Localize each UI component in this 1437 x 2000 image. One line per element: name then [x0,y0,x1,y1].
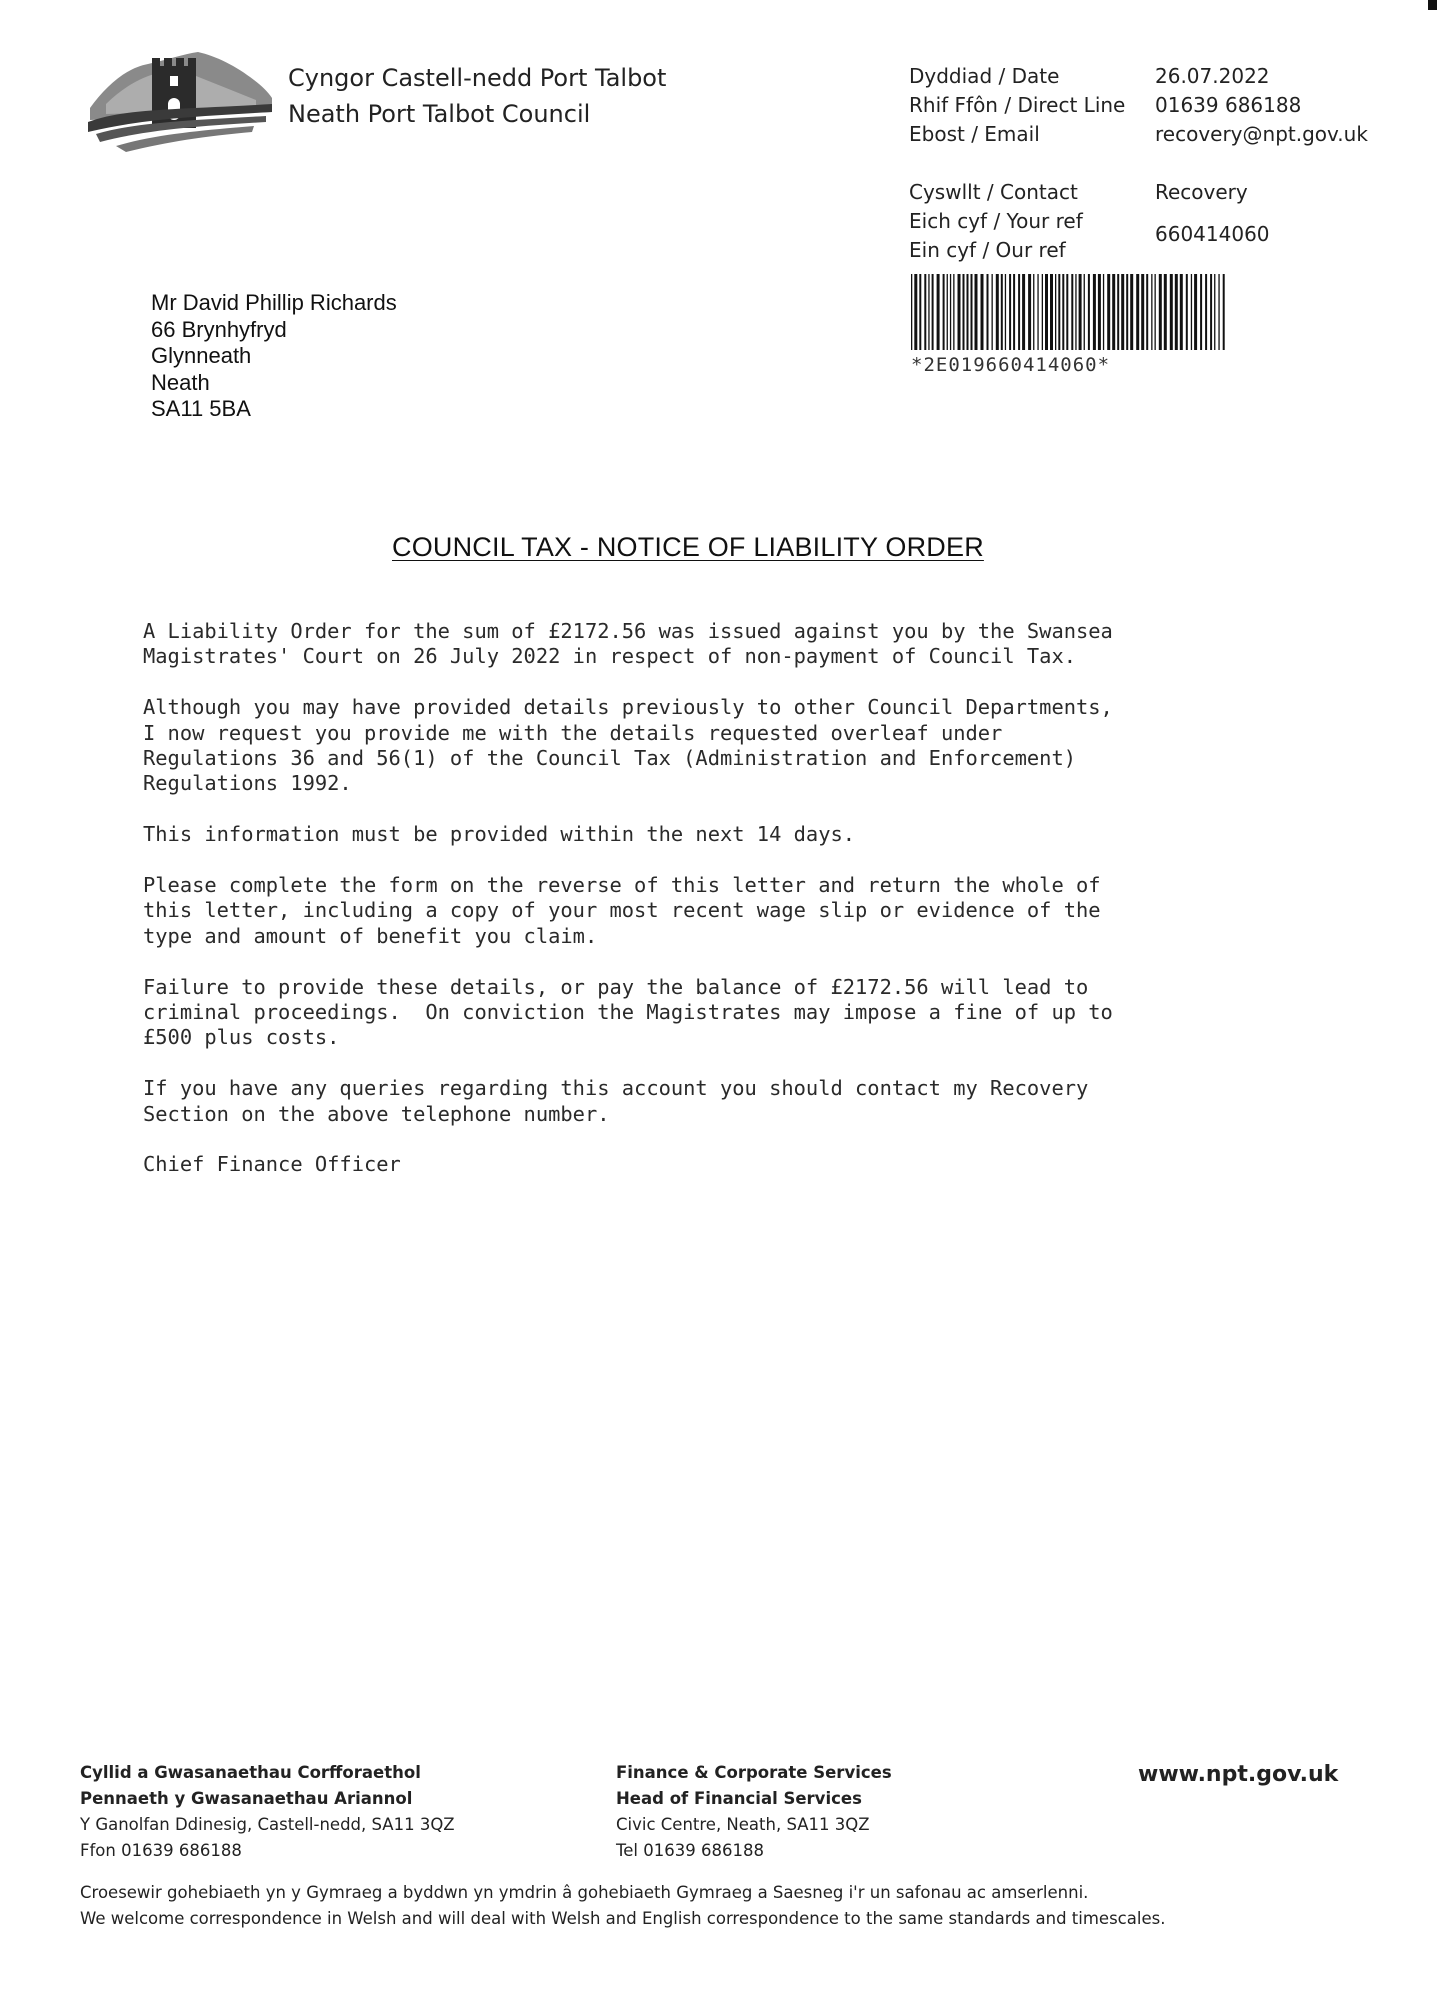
footer-welsh-phone: Ffon 01639 686188 [80,1841,242,1860]
recipient-address [151,290,397,423]
org-name-english: Neath Port Talbot Council [288,100,591,128]
contact-label: Cyswllt / Contact [909,180,1078,204]
footer-english-head: Head of Financial Services [616,1789,862,1808]
footer-welsh-head: Pennaeth y Gwasanaethau Ariannol [80,1789,413,1808]
email-value: recovery@npt.gov.uk [1155,122,1368,146]
address-name: Mr David Phillip Richards [151,290,397,315]
body-paragraph-liability: A Liability Order for the sum of £2172.56 was issued against you by the Swansea Magistrates' Court on 26 July 2022 in respect of non-payment of Council Tax. [143,619,1113,669]
address-city: Neath [151,369,210,395]
body-paragraph-queries: If you have any queries regarding this account you should contact my Recovery Section on the above telephone number. [143,1076,1089,1126]
phone-value: 01639 686188 [1155,93,1302,117]
footer-english-dept: Finance & Corporate Services [616,1763,892,1782]
scan-edge-mark [1428,0,1437,10]
footer-english-address: Civic Centre, Neath, SA11 3QZ [616,1815,870,1834]
footer-welsh-dept: Cyllid a Gwasanaethau Corfforaethol [80,1763,421,1782]
footer-welsh [80,1760,455,1864]
footer-welsh-address: Y Ganolfan Ddinesig, Castell-nedd, SA11 3QZ [80,1815,455,1834]
body-paragraph-instructions: Please complete the form on the reverse of this letter and return the whole of this letter, including a copy of your most recent wage slip or evidence of the type and amount of benefit you claim. [143,873,1101,948]
contact-value: Recovery [1155,180,1248,204]
body-paragraph-deadline: This information must be provided within the next 14 days. [143,822,856,847]
your-ref-label: Eich cyf / Your ref [909,209,1083,233]
date-value: 26.07.2022 [1155,64,1270,88]
footer-english [616,1760,892,1864]
our-ref-label: Ein cyf / Our ref [909,238,1066,262]
language-statement-english: We welcome correspondence in Welsh and will deal with Welsh and English correspondence to the same standards and timescales. [80,1909,1166,1928]
barcode [909,274,1227,350]
date-label: Dyddiad / Date [909,64,1060,88]
website-link[interactable]: www.npt.gov.uk [1138,1762,1339,1787]
language-statement-welsh: Croesewir gohebiaeth yn y Gymraeg a byddwn yn ymdrin â gohebiaeth Gymraeg a Saesneg i'r un safonau ac amserlenni. [80,1883,1089,1902]
ref-value: 660414060 [1155,222,1270,246]
signoff: Chief Finance Officer [143,1152,401,1177]
org-names [288,60,666,132]
address-town: Glynneath [151,343,252,368]
body-paragraph-request: Although you may have provided details previously to other Council Departments, I now request you provide me with the details requested overleaf under Regulations 36 and 56(1) of the Council Tax (Administration and Enforcement) Regulations 1992. [143,695,1113,796]
page-title: COUNCIL TAX - NOTICE OF LIABILITY ORDER [392,532,984,562]
address-postcode: SA11 5BA [151,396,251,421]
footer-english-phone: Tel 01639 686188 [616,1841,764,1860]
body-paragraph-warning: Failure to provide these details, or pay the balance of £2172.56 will lead to criminal proceedings. On conviction the Magistrates may impose a fine of up to £500 plus costs. [143,974,1113,1050]
letter-body [143,619,1303,1203]
castle-waves-logo-icon [86,46,274,156]
address-street: 66 Brynhyfryd [151,316,287,342]
language-statement [80,1880,1165,1932]
phone-label: Rhif Ffôn / Direct Line [909,93,1126,117]
email-label: Ebost / Email [909,122,1040,146]
barcode-text: *2E019660414060* [911,354,1111,376]
org-name-welsh: Cyngor Castell-nedd Port Talbot [288,64,667,92]
